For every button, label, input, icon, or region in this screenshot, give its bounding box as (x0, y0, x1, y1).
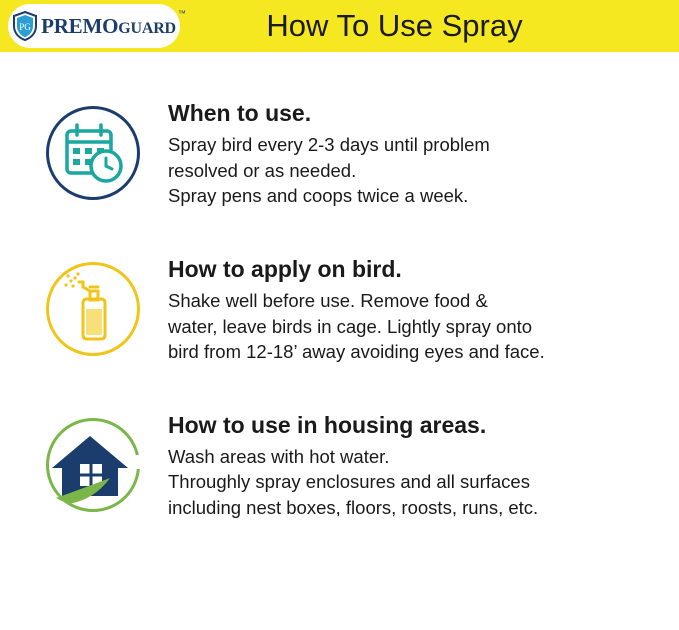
icon-column (18, 100, 168, 200)
body-line: Spray bird every 2-3 days until problem (168, 134, 490, 156)
section-body (168, 132, 669, 207)
icon-column (18, 256, 168, 356)
body-line: Throughly spray enclosures and all surfaces (168, 471, 530, 493)
calendar-clock-icon (46, 106, 140, 200)
logo-text-guard: GUARD (118, 19, 176, 37)
body-line: bird from 12-18’ away avoiding eyes and face. (168, 340, 545, 362)
logo-text-premo: PREMOGUARD (41, 13, 176, 38)
trademark-symbol: ™ (177, 9, 186, 18)
section-heading: When to use. (168, 100, 312, 126)
section-how-to-apply (0, 256, 679, 364)
spray-bottle-icon (46, 262, 140, 356)
body-line: water, leave birds in cage. Lightly spray onto (168, 315, 533, 337)
section-body (168, 288, 669, 363)
section-heading: How to apply on bird. (168, 255, 402, 282)
page-title: How To Use Spray (266, 8, 523, 43)
section-when-to-use (0, 100, 679, 208)
text-column (168, 412, 669, 520)
text-column (168, 100, 669, 208)
header-banner (0, 0, 679, 52)
text-column (168, 256, 669, 364)
body-line: Wash areas with hot water. (168, 446, 390, 468)
body-line: Spray pens and coops twice a week. (168, 184, 469, 206)
body-line: Shake well before use. Remove food & (168, 290, 488, 312)
body-line: including nest boxes, floors, roosts, runs, etc. (168, 496, 539, 518)
svg-text:PG: PG (19, 22, 31, 32)
house-icon (46, 418, 140, 512)
body-line: resolved or as needed. (168, 159, 357, 181)
section-heading: How to use in housing areas. (168, 411, 487, 438)
icon-column (18, 412, 168, 512)
section-body (168, 444, 669, 519)
section-housing-areas (0, 412, 679, 520)
